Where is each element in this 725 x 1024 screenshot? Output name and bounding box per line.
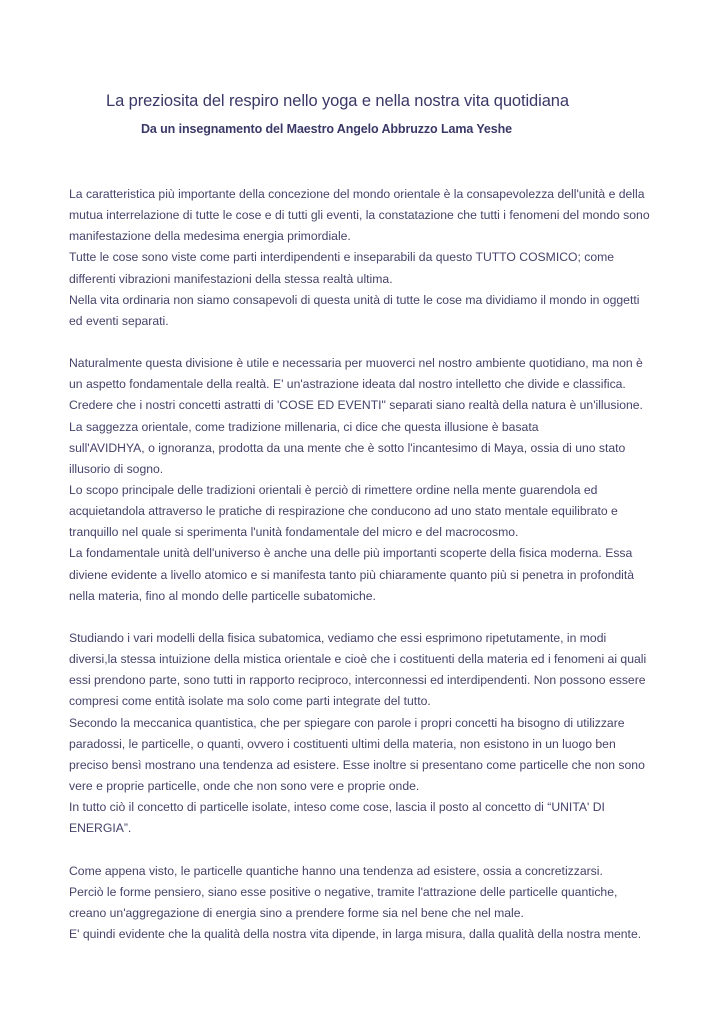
- document-title: La preziosita del respiro nello yoga e nella nostra vita quotidiana: [106, 92, 569, 110]
- text-line: vere e proprie particelle, onde che non sono vere e proprie onde.: [69, 778, 420, 793]
- text-line: Tutte le cose sono viste come parti interdipendenti e inseparabili da questo TUTTO COSMICO; come: [69, 250, 615, 265]
- document-subtitle: Da un insegnamento del Maestro Angelo Abbruzzo Lama Yeshe: [141, 122, 512, 136]
- text-line: mutua interrelazione di tutte le cose e di tutti gli eventi, la constatazione che tutti i fenomeni del mondo sono: [69, 208, 650, 223]
- text-line: differenti vibrazioni manifestazioni della stessa realtà ultima.: [69, 271, 393, 286]
- text-line: Studiando i vari modelli della fisica subatomica, vediamo che essi esprimono ripetutamente, in modi: [69, 630, 607, 645]
- text-line: ENERGIA”.: [69, 821, 132, 836]
- text-line: diviene evidente a livello atomico e si manifesta tanto più chiaramente quanto più si penetra in profondità: [69, 567, 635, 582]
- text-line: sull'AVIDHYA, o ignoranza, prodotta da una mente che è sotto l'incantesimo di Maya, ossia di uno stato: [69, 440, 626, 455]
- text-line: manifestazione della medesima energia primordiale.: [69, 229, 351, 244]
- text-line: Lo scopo principale delle tradizioni orientali è perciò di rimettere ordine nella mente guarendola ed: [69, 482, 598, 497]
- paragraph-2: [69, 353, 669, 607]
- text-line: essi prendono parte, sono tutti in rapporto reciproco, interconnessi ed interdipendenti. Non possono essere: [69, 673, 646, 688]
- paragraph-3: [69, 628, 669, 839]
- text-line: Credere che i nostri concetti astratti di 'COSE ED EVENTI" separati siano realtà della natura è un'illusione.: [69, 398, 643, 413]
- text-line: compresi come entità isolate ma solo come parti integrate del tutto.: [69, 694, 431, 709]
- text-line: illusorio di sogno.: [69, 461, 164, 476]
- text-line: E' quindi evidente che la qualità della nostra vita dipende, in larga misura, dalla qualità della nostra mente.: [69, 926, 642, 941]
- text-line: un aspetto fondamentale della realtà. E' un'astrazione ideata dal nostro intelletto che divide e classifica.: [69, 377, 626, 392]
- paragraph-spacer: [69, 607, 669, 628]
- text-line: diversi,la stessa intuizione della mistica orientale e cioè che i costituenti della materia ed i fenomeni ai quali: [69, 652, 647, 667]
- text-line: ed eventi separati.: [69, 313, 169, 328]
- paragraph-4: [69, 861, 669, 946]
- text-line: Secondo la meccanica quantistica, che per spiegare con parole i propri concetti ha bisogno di utilizzare: [69, 715, 625, 730]
- text-line: creano un'aggregazione di energia sino a prendere forme sia nel bene che nel male.: [69, 905, 524, 920]
- text-line: Nella vita ordinaria non siamo consapevoli di questa unità di tutte le cose ma dividiamo il mondo in oggetti: [69, 292, 640, 307]
- text-line: paradossi, le particelle, o quanti, ovvero i costituenti ultimi della materia, non esistono in un luogo ben: [69, 736, 616, 751]
- text-line: Come appena visto, le particelle quantiche hanno una tendenza ad esistere, ossia a concretizzarsi.: [69, 863, 603, 878]
- text-line: tranquillo nel quale si sperimenta l'unità fondamentale del micro e del macrocosmo.: [69, 525, 519, 540]
- text-line: preciso bensì mostrano una tendenza ad esistere. Esse inoltre si presentano come particelle che non sono: [69, 757, 645, 772]
- text-line: Perciò le forme pensiero, siano esse positive o negative, tramite l'attrazione delle particelle quantiche,: [69, 884, 618, 899]
- text-line: In tutto ciò il concetto di particelle isolate, inteso come cose, lascia il posto al concetto di “UNITA' DI: [69, 800, 605, 815]
- document-body: [69, 184, 669, 945]
- paragraph-spacer: [69, 332, 669, 353]
- text-line: nella materia, fino al mondo delle particelle subatomiche.: [69, 588, 376, 603]
- text-line: La caratteristica più importante della concezione del mondo orientale è la consapevolezza dell'unità e della: [69, 187, 645, 201]
- text-line: Naturalmente questa divisione è utile e necessaria per muoverci nel nostro ambiente quotidiano, ma non è: [69, 356, 643, 371]
- paragraph-spacer: [69, 839, 669, 860]
- text-line: La fondamentale unità dell'universo è anche una delle più importanti scoperte della fisica moderna. Essa: [69, 546, 633, 561]
- text-line: acquietandola attraverso le pratiche di respirazione che conducono ad uno stato mentale equilibrato e: [69, 504, 618, 519]
- paragraph-1: [69, 184, 669, 332]
- text-line: La saggezza orientale, come tradizione millenaria, ci dice che questa illusione è basata: [69, 419, 539, 434]
